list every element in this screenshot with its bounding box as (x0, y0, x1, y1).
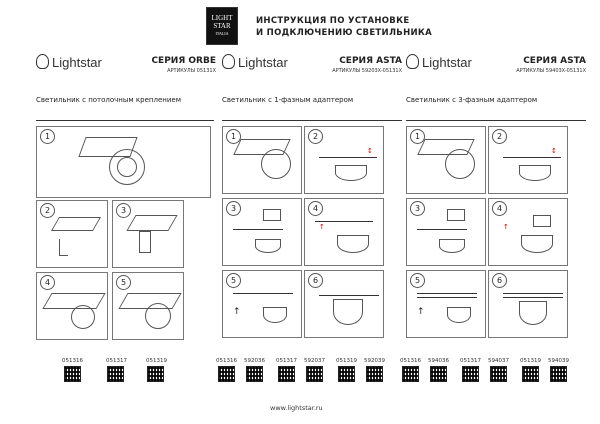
luminaire-drawing (71, 305, 95, 329)
track-line (233, 293, 293, 294)
ceiling-drawing (126, 215, 177, 231)
luminaire-drawing (519, 165, 551, 181)
ceiling-drawing (42, 293, 105, 309)
brand-logo: Lightstar (222, 54, 402, 70)
article-code: 592036 (244, 358, 265, 364)
qr-code[interactable] (522, 366, 539, 382)
step-number: 2 (308, 129, 323, 144)
step-panel (488, 126, 568, 194)
step-panel (36, 200, 108, 268)
series-name: СЕРИЯ ORBE (151, 56, 216, 66)
step-number: 6 (492, 273, 507, 288)
instruction-title-line2: И ПОДКЛЮЧЕНИЮ СВЕТИЛЬНИКА (256, 28, 433, 38)
step-panel (406, 270, 486, 338)
step-number: 5 (410, 273, 425, 288)
column-subtitle: Светильник с 3-фазным адаптером (406, 96, 538, 104)
track-line (319, 157, 377, 158)
bracket-drawing (139, 231, 151, 253)
qr-code[interactable] (147, 366, 164, 382)
website-link[interactable]: www.lightstar.ru (270, 404, 323, 412)
step-panel (36, 126, 211, 198)
luminaire-drawing (337, 235, 369, 253)
adapter-drawing (447, 209, 465, 221)
step-number: 1 (40, 129, 55, 144)
article-code: 051316 (400, 358, 421, 364)
article-code: 051317 (460, 358, 481, 364)
step-number: 1 (226, 129, 241, 144)
divider (222, 120, 402, 121)
article-code: 051317 (276, 358, 297, 364)
step-panel (304, 198, 384, 266)
article-code: 592039 (364, 358, 385, 364)
step-number: 4 (40, 275, 55, 290)
article-code: 594039 (548, 358, 569, 364)
luminaire-drawing (445, 149, 475, 179)
track-line (233, 229, 283, 230)
step-panel (36, 272, 108, 340)
step-number: 5 (226, 273, 241, 288)
articles: АРТИКУЛЫ 59403X-05131X (516, 68, 586, 74)
column-orbe (36, 54, 216, 104)
step-panel (304, 126, 384, 194)
step-number: 5 (116, 275, 131, 290)
qr-code[interactable] (338, 366, 355, 382)
column-asta-1phase (222, 54, 402, 104)
column-subtitle: Светильник с 1-фазным адаптером (222, 96, 354, 104)
adapter-drawing (263, 209, 281, 221)
logo-line: ITALIA (215, 31, 229, 36)
bulb-icon (36, 54, 49, 69)
qr-code[interactable] (490, 366, 507, 382)
luminaire-drawing (521, 235, 553, 253)
track-line (319, 295, 379, 296)
qr-code[interactable] (107, 366, 124, 382)
step-number: 4 (492, 201, 507, 216)
bulb-icon (406, 54, 419, 69)
divider (406, 120, 586, 121)
step-panel (488, 198, 568, 266)
series-name: СЕРИЯ ASTA (339, 56, 402, 66)
screw-drawing (59, 239, 68, 256)
step-panel (304, 270, 384, 338)
series-name: СЕРИЯ ASTA (523, 56, 586, 66)
arrow-up-icon: ↑ (417, 307, 425, 317)
track-line (503, 157, 561, 158)
qr-code[interactable] (278, 366, 295, 382)
lightstar-italia-logo (206, 7, 238, 45)
luminaire-drawing (335, 165, 367, 181)
logo-line: LIGHT (211, 14, 233, 22)
red-arrow-icon: ↕ (551, 147, 557, 155)
luminaire-drawing (519, 301, 547, 325)
qr-code[interactable] (306, 366, 323, 382)
instruction-title-line1: ИНСТРУКЦИЯ ПО УСТАНОВКЕ (256, 16, 410, 26)
qr-code[interactable] (218, 366, 235, 382)
arrow-up-icon: ↑ (233, 307, 241, 317)
brand-logo: Lightstar (406, 54, 586, 70)
luminaire-drawing (447, 307, 471, 323)
step-panel (406, 126, 486, 194)
column-subtitle: Светильник с потолочным креплением (36, 96, 181, 104)
qr-code[interactable] (366, 366, 383, 382)
step-number: 3 (226, 201, 241, 216)
article-code: 592037 (304, 358, 325, 364)
lens-drawing (117, 157, 137, 177)
track-line (417, 297, 477, 298)
step-panel (222, 198, 302, 266)
red-arrow-icon: ↑ (319, 223, 325, 231)
step-number: 3 (410, 201, 425, 216)
step-number: 2 (492, 129, 507, 144)
luminaire-drawing (263, 307, 287, 323)
track-line (417, 293, 477, 294)
qr-code[interactable] (550, 366, 567, 382)
track-line (503, 297, 563, 298)
step-number: 1 (410, 129, 425, 144)
logo-line: STAR (213, 22, 231, 30)
step-panel (488, 270, 568, 338)
bulb-icon (222, 54, 235, 69)
qr-code[interactable] (402, 366, 419, 382)
step-panel (112, 200, 184, 268)
qr-code[interactable] (64, 366, 81, 382)
adapter-drawing (533, 215, 551, 227)
article-code: 051319 (336, 358, 357, 364)
column-asta-3phase (406, 54, 586, 104)
step-panel (222, 126, 302, 194)
luminaire-drawing (333, 299, 363, 325)
luminaire-drawing (261, 149, 291, 179)
step-panel (112, 272, 184, 340)
article-code: 594036 (428, 358, 449, 364)
step-panel (222, 270, 302, 338)
article-code: 051317 (106, 358, 127, 364)
articles: АРТИКУЛЫ 59203X-05131X (332, 68, 402, 74)
step-number: 6 (308, 273, 323, 288)
article-code: 051319 (520, 358, 541, 364)
luminaire-drawing (255, 239, 281, 253)
track-line (315, 221, 373, 222)
step-number: 4 (308, 201, 323, 216)
qr-code[interactable] (430, 366, 447, 382)
article-code: 051316 (62, 358, 83, 364)
article-code: 051316 (216, 358, 237, 364)
qr-code[interactable] (462, 366, 479, 382)
brand-logo: Lightstar (36, 54, 216, 70)
red-arrow-icon: ↕ (367, 147, 373, 155)
step-number: 2 (40, 203, 55, 218)
mounting-plate-drawing (51, 217, 101, 231)
divider (36, 120, 214, 121)
luminaire-drawing (439, 239, 465, 253)
step-panel (406, 198, 486, 266)
qr-code[interactable] (246, 366, 263, 382)
step-number: 3 (116, 203, 131, 218)
red-arrow-icon: ↑ (503, 223, 509, 231)
track-line (417, 229, 467, 230)
luminaire-drawing (145, 303, 171, 329)
track-line (503, 293, 563, 294)
article-code: 051319 (146, 358, 167, 364)
article-code: 594037 (488, 358, 509, 364)
articles: АРТИКУЛЫ 05131X (167, 68, 216, 74)
